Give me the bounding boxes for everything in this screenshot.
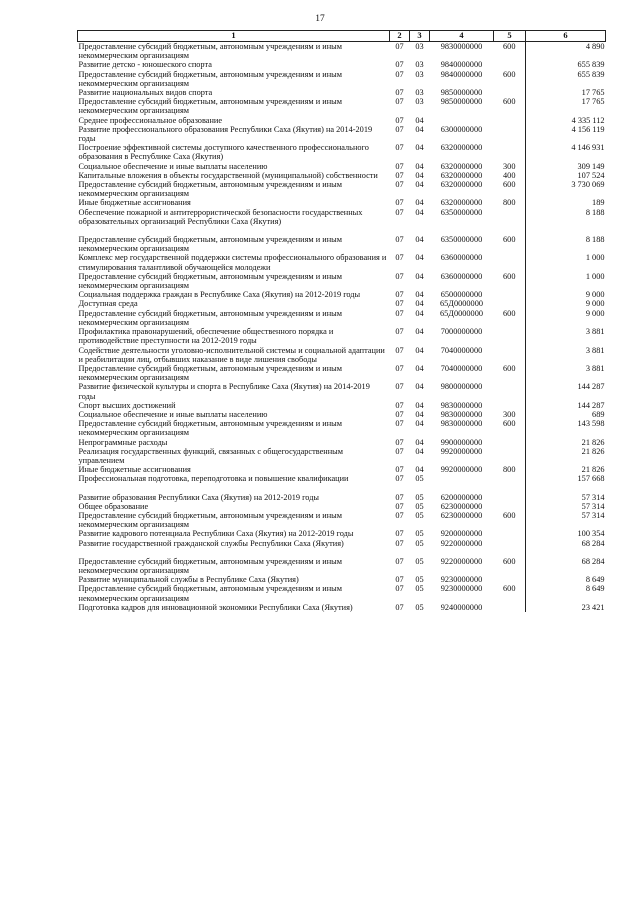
row-target-code: 9200000000	[440, 529, 483, 539]
row-subsection: 04	[415, 115, 424, 125]
row-name: Предоставление субсидий бюджетным, автономным учреждениям и иным некоммерческим организациям	[78, 308, 342, 327]
row-target-code: 6230000000	[440, 510, 483, 520]
row-subsection: 04	[415, 419, 424, 429]
table-row	[78, 180, 606, 198]
row-amount: 689	[526, 410, 606, 419]
row-target-code: 6500000000	[440, 290, 483, 300]
row-amount: 57 314	[526, 511, 606, 529]
table-row	[78, 125, 606, 143]
row-subsection: 05	[415, 556, 424, 566]
row-subsection: 04	[415, 446, 424, 456]
row-section: 07	[395, 124, 404, 134]
row-amount: 8 188	[526, 208, 606, 226]
row-name: Предоставление субсидий бюджетным, автономным учреждениям и иным некоммерческим организациям	[78, 584, 342, 603]
row-section: 07	[395, 308, 404, 318]
row-name: Иные бюджетные ассигнования	[78, 465, 191, 475]
row-subsection: 04	[415, 170, 424, 180]
table-row	[78, 364, 606, 382]
row-amount: 17 765	[526, 97, 606, 115]
row-name: Социальное обеспечение и иные выплаты населению	[78, 161, 268, 171]
row-name: Предоставление субсидий бюджетным, автономным учреждениям и иным некоммерческим организациям	[78, 180, 342, 199]
table-row	[78, 382, 606, 400]
table-row	[78, 474, 606, 483]
row-name: Построение эффективной системы доступного качественного профессионального образования в Республике Саха (Якутия)	[78, 143, 369, 162]
row-expense-type	[494, 382, 526, 400]
row-amount: 3 881	[526, 327, 606, 345]
row-expense-type: 600	[503, 69, 516, 79]
table-row	[78, 290, 606, 299]
row-amount: 157 668	[526, 474, 606, 483]
row-subsection: 05	[415, 510, 424, 520]
table-row	[78, 401, 606, 410]
row-amount: 655 839	[526, 60, 606, 69]
table-row	[78, 484, 606, 502]
row-section: 07	[395, 271, 404, 281]
row-section: 07	[395, 363, 404, 373]
row-target-code: 9850000000	[440, 97, 483, 107]
row-subsection: 04	[415, 299, 424, 309]
row-expense-type	[494, 253, 526, 271]
row-name: Социальная поддержка граждан в Республике Саха (Якутия) на 2012-2019 годы	[78, 290, 361, 300]
table-row	[78, 272, 606, 290]
row-expense-type: 800	[503, 465, 516, 475]
row-target-code: 9840000000	[440, 60, 483, 70]
row-subsection: 04	[415, 143, 424, 153]
row-target-code: 9220000000	[440, 556, 483, 566]
row-amount: 107 524	[526, 171, 606, 180]
row-name: Предоставление субсидий бюджетным, автономным учреждениям и иным некоммерческим организациям	[78, 510, 342, 530]
table-row	[78, 502, 606, 511]
row-expense-type: 600	[503, 271, 516, 281]
row-subsection: 04	[415, 180, 424, 190]
row-target-code: 6230000000	[440, 501, 483, 511]
budget-table	[77, 30, 606, 612]
row-amount: 23 421	[526, 603, 606, 612]
row-subsection: 03	[415, 69, 424, 79]
row-expense-type: 600	[503, 42, 516, 51]
header-col-5: 5	[494, 31, 526, 42]
row-name: Развитие детско - юношеского спорта	[78, 60, 212, 70]
row-expense-type	[494, 401, 526, 410]
table-row	[78, 327, 606, 345]
row-target-code: 6350000000	[440, 235, 483, 245]
row-amount: 144 287	[526, 401, 606, 410]
row-amount: 1 000	[526, 272, 606, 290]
row-expense-type: 600	[503, 556, 516, 566]
row-section: 07	[395, 299, 404, 309]
table-row	[78, 299, 606, 308]
table-row	[78, 70, 606, 88]
row-name: Иные бюджетные ассигнования	[78, 198, 191, 208]
row-section: 07	[395, 382, 404, 392]
row-expense-type	[494, 529, 526, 538]
row-expense-type: 600	[503, 180, 516, 190]
row-target-code: 9800000000	[440, 382, 483, 392]
row-subsection: 04	[415, 290, 424, 300]
row-section: 07	[395, 60, 404, 70]
row-subsection: 03	[415, 42, 424, 51]
row-name: Доступная среда	[78, 299, 138, 309]
row-name: Развитие муниципальной службы в Республике Саха (Якутия)	[78, 575, 299, 585]
row-expense-type	[494, 208, 526, 226]
table-row	[78, 410, 606, 419]
row-section: 07	[395, 207, 404, 217]
table-header	[78, 31, 606, 42]
row-name: Подготовка кадров для инновационной экономики Республики Саха (Якутия)	[78, 602, 353, 612]
row-amount: 9 000	[526, 290, 606, 299]
header-col-3: 3	[410, 31, 430, 42]
row-name: Предоставление субсидий бюджетным, автономным учреждениям и иным некоммерческим организациям	[78, 419, 342, 438]
row-subsection: 05	[415, 602, 424, 612]
row-expense-type: 600	[503, 235, 516, 245]
row-amount: 21 826	[526, 438, 606, 447]
table-row	[78, 447, 606, 465]
row-amount: 21 826	[526, 465, 606, 474]
row-section: 07	[395, 115, 404, 125]
row-target-code	[430, 474, 494, 483]
row-target-code: 9230000000	[440, 575, 483, 585]
row-expense-type	[494, 116, 526, 125]
row-expense-type: 600	[503, 97, 516, 107]
row-name: Развитие кадрового потенциала Республики Саха (Якутия) на 2012-2019 годы	[78, 529, 354, 539]
table-row	[78, 419, 606, 437]
row-section: 07	[395, 529, 404, 539]
row-section: 07	[395, 253, 404, 263]
table-body	[78, 42, 606, 612]
row-name: Предоставление субсидий бюджетным, автономным учреждениям и иным некоммерческим организациям	[78, 363, 342, 383]
table-row	[78, 226, 606, 253]
row-section: 07	[395, 409, 404, 419]
row-name: Содействие деятельности уголовно-исполнительной системы и социальной адаптации и реабилитации лиц, отбывших наказание в виде лишения свободы	[78, 345, 385, 364]
row-name: Капитальные вложения в объекты государственной (муниципальной) собственности	[78, 170, 378, 180]
row-section: 07	[395, 170, 404, 180]
row-target-code: 9830000000	[440, 400, 483, 410]
row-target-code: 6360000000	[440, 271, 483, 281]
row-expense-type: 600	[503, 584, 516, 594]
row-amount: 68 284	[526, 539, 606, 548]
row-subsection: 03	[415, 60, 424, 70]
row-expense-type	[494, 575, 526, 584]
page-number: 17	[315, 14, 325, 24]
row-section: 07	[395, 492, 404, 502]
row-subsection: 05	[415, 529, 424, 539]
row-target-code: 9920000000	[440, 446, 483, 456]
row-subsection: 04	[415, 253, 424, 263]
row-amount: 655 839	[526, 70, 606, 88]
row-name: Предоставление субсидий бюджетным, автономным учреждениям и иным некоммерческим организациям	[78, 97, 342, 116]
row-section: 07	[395, 198, 404, 208]
row-section: 07	[395, 42, 404, 51]
row-amount: 100 354	[526, 529, 606, 538]
row-amount: 9 000	[526, 299, 606, 308]
row-expense-type	[494, 484, 526, 502]
row-target-code: 6320000000	[440, 180, 483, 190]
row-subsection: 04	[415, 308, 424, 318]
table-row	[78, 438, 606, 447]
row-section: 07	[395, 575, 404, 585]
row-name: Развитие профессионального образования Республики Саха (Якутия) на 2014-2019 годы	[78, 124, 373, 144]
row-subsection: 04	[415, 198, 424, 208]
table-row	[78, 603, 606, 612]
row-name: Профессиональная подготовка, переподготовка и повышение квалификации	[78, 474, 349, 484]
row-target-code: 6360000000	[440, 253, 483, 263]
row-section: 07	[395, 510, 404, 520]
row-amount: 144 287	[526, 382, 606, 400]
row-name: Предоставление субсидий бюджетным, автономным учреждениям и иным некоммерческим организациям	[78, 42, 342, 61]
row-target-code: 9240000000	[440, 602, 483, 612]
row-subsection: 04	[415, 409, 424, 419]
row-amount: 189	[526, 198, 606, 207]
row-section: 07	[395, 235, 404, 245]
row-subsection: 04	[415, 207, 424, 217]
row-name: Обеспечение пожарной и антитеррористической безопасности государственных образовательных организаций Республики Саха (Якутия)	[78, 207, 363, 226]
row-section: 07	[395, 97, 404, 107]
table-row	[78, 116, 606, 125]
row-section: 07	[395, 143, 404, 153]
row-expense-type	[494, 327, 526, 345]
row-subsection: 03	[415, 88, 424, 98]
row-target-code: 9220000000	[440, 538, 483, 548]
header-row	[78, 31, 606, 42]
row-subsection: 03	[415, 97, 424, 107]
row-name: Предоставление субсидий бюджетным, автономным учреждениям и иным некоммерческим организациям	[78, 235, 342, 254]
row-target-code: 7040000000	[440, 345, 483, 355]
row-name: Развитие национальных видов спорта	[78, 88, 213, 98]
row-name: Социальное обеспечение и иные выплаты населению	[78, 409, 268, 419]
row-expense-type: 600	[503, 308, 516, 318]
row-amount: 4 335 112	[526, 116, 606, 125]
table-row	[78, 198, 606, 207]
table-row	[78, 60, 606, 69]
row-section: 07	[395, 538, 404, 548]
row-subsection: 04	[415, 465, 424, 475]
row-subsection: 04	[415, 235, 424, 245]
row-name: Непрограммные расходы	[78, 437, 168, 447]
row-target-code: 9830000000	[440, 42, 483, 51]
table-row	[78, 465, 606, 474]
row-expense-type	[494, 143, 526, 161]
row-target-code: 6200000000	[440, 492, 483, 502]
table-row	[78, 539, 606, 548]
row-amount: 8 649	[526, 584, 606, 602]
row-name: Среднее профессиональное образование	[78, 115, 223, 125]
row-section: 07	[395, 446, 404, 456]
row-expense-type	[494, 502, 526, 511]
header-col-1: 1	[78, 31, 390, 42]
row-expense-type	[494, 603, 526, 612]
row-subsection: 04	[415, 271, 424, 281]
row-subsection: 05	[415, 474, 424, 484]
row-subsection: 04	[415, 124, 424, 134]
row-target-code: 6320000000	[440, 170, 483, 180]
table-row	[78, 309, 606, 327]
row-name: Спорт высших достижений	[78, 400, 176, 410]
row-section: 07	[395, 88, 404, 98]
row-amount: 57 314	[526, 484, 606, 502]
table-row	[78, 346, 606, 364]
row-name: Общее образование	[78, 501, 149, 511]
row-target-code	[430, 116, 494, 125]
row-name: Реализация государственных функций, связанных с общегосударственным управлением	[78, 446, 343, 465]
row-name: Развитие образования Республики Саха (Якутия) на 2012-2019 годы	[78, 492, 320, 502]
table-row	[78, 42, 606, 61]
table-row	[78, 208, 606, 226]
row-amount: 3 881	[526, 346, 606, 364]
row-subsection: 04	[415, 363, 424, 373]
row-amount: 4 890	[526, 42, 606, 61]
row-name: Развитие государственной гражданской службы Республики Саха (Якутия)	[78, 538, 344, 548]
row-subsection: 04	[415, 345, 424, 355]
row-expense-type: 800	[503, 198, 516, 208]
row-amount: 68 284	[526, 548, 606, 575]
row-target-code: 9850000000	[440, 88, 483, 98]
row-target-code: 6350000000	[440, 207, 483, 217]
row-section: 07	[395, 437, 404, 447]
table-row	[78, 88, 606, 97]
row-subsection: 05	[415, 584, 424, 594]
table-row	[78, 511, 606, 529]
header-col-6: 6	[526, 31, 606, 42]
row-subsection: 04	[415, 382, 424, 392]
row-amount: 8 649	[526, 575, 606, 584]
table-row	[78, 253, 606, 271]
row-section: 07	[395, 474, 404, 484]
row-expense-type: 600	[503, 419, 516, 429]
row-target-code: 6320000000	[440, 161, 483, 171]
row-target-code: 7000000000	[440, 327, 483, 337]
table-row	[78, 584, 606, 602]
table-row	[78, 162, 606, 171]
row-expense-type	[494, 447, 526, 465]
row-target-code: 9900000000	[440, 437, 483, 447]
row-target-code: 6320000000	[440, 198, 483, 208]
row-expense-type	[494, 539, 526, 548]
row-name: Развитие физической культуры и спорта в Республике Саха (Якутия) на 2014-2019 годы	[78, 382, 370, 401]
row-section: 07	[395, 400, 404, 410]
table-row	[78, 171, 606, 180]
row-amount: 8 188	[526, 226, 606, 253]
row-expense-type	[494, 438, 526, 447]
row-amount: 1 000	[526, 253, 606, 271]
row-section: 07	[395, 290, 404, 300]
row-name: Предоставление субсидий бюджетным, автономным учреждениям и иным некоммерческим организациям	[78, 69, 342, 88]
row-expense-type	[494, 290, 526, 299]
row-amount: 17 765	[526, 88, 606, 97]
header-col-2: 2	[390, 31, 410, 42]
row-section: 07	[395, 345, 404, 355]
row-expense-type: 600	[503, 363, 516, 373]
row-subsection: 05	[415, 538, 424, 548]
row-expense-type	[494, 125, 526, 143]
row-target-code: 9920000000	[440, 465, 483, 475]
row-amount: 4 156 119	[526, 125, 606, 143]
row-target-code: 65Д0000000	[440, 308, 483, 318]
row-amount: 9 000	[526, 309, 606, 327]
row-expense-type	[494, 346, 526, 364]
row-amount: 3 881	[526, 364, 606, 382]
row-subsection: 04	[415, 437, 424, 447]
row-subsection: 05	[415, 575, 424, 585]
table-row	[78, 143, 606, 161]
row-target-code: 6320000000	[440, 143, 483, 153]
row-section: 07	[395, 584, 404, 594]
row-amount: 21 826	[526, 447, 606, 465]
row-section: 07	[395, 327, 404, 337]
table-row	[78, 575, 606, 584]
row-expense-type	[494, 88, 526, 97]
row-section: 07	[395, 161, 404, 171]
row-expense-type: 400	[503, 170, 516, 180]
row-amount: 143 598	[526, 419, 606, 437]
row-section: 07	[395, 556, 404, 566]
row-subsection: 05	[415, 501, 424, 511]
row-amount: 309 149	[526, 162, 606, 171]
row-subsection: 04	[415, 161, 424, 171]
row-expense-type: 300	[503, 161, 516, 171]
row-expense-type	[494, 60, 526, 69]
row-target-code: 9230000000	[440, 584, 483, 594]
row-target-code: 65Д0000000	[440, 299, 483, 309]
row-amount: 4 146 931	[526, 143, 606, 161]
row-section: 07	[395, 69, 404, 79]
row-target-code: 9840000000	[440, 69, 483, 79]
row-subsection: 04	[415, 327, 424, 337]
row-name: Предоставление субсидий бюджетным, автономным учреждениям и иным некоммерческим организациям	[78, 556, 342, 575]
row-subsection: 05	[415, 492, 424, 502]
row-amount: 57 314	[526, 502, 606, 511]
row-section: 07	[395, 602, 404, 612]
table-row	[78, 529, 606, 538]
row-section: 07	[395, 501, 404, 511]
row-expense-type	[494, 474, 526, 483]
row-section: 07	[395, 180, 404, 190]
row-subsection: 04	[415, 400, 424, 410]
row-expense-type: 300	[503, 409, 516, 419]
row-target-code: 6300000000	[440, 124, 483, 134]
row-name: Комплекс мер государственной поддержки системы профессионального образования и стимулирования талантливой обучающейся молодежи	[78, 253, 387, 272]
row-name: Предоставление субсидий бюджетным, автономным учреждениям и иным некоммерческим организациям	[78, 271, 342, 291]
row-amount: 3 730 069	[526, 180, 606, 198]
row-section: 07	[395, 419, 404, 429]
row-name: Профилактика правонарушений, обеспечение общественного порядка и противодействие преступности на 2012-2019 годы	[78, 327, 334, 346]
row-expense-type: 600	[503, 510, 516, 520]
row-section: 07	[395, 465, 404, 475]
header-col-4: 4	[430, 31, 494, 42]
row-target-code: 9830000000	[440, 419, 483, 429]
row-target-code: 7040000000	[440, 363, 483, 373]
row-expense-type	[494, 299, 526, 308]
row-target-code: 9830000000	[440, 409, 483, 419]
table-row	[78, 97, 606, 115]
table-row	[78, 548, 606, 575]
